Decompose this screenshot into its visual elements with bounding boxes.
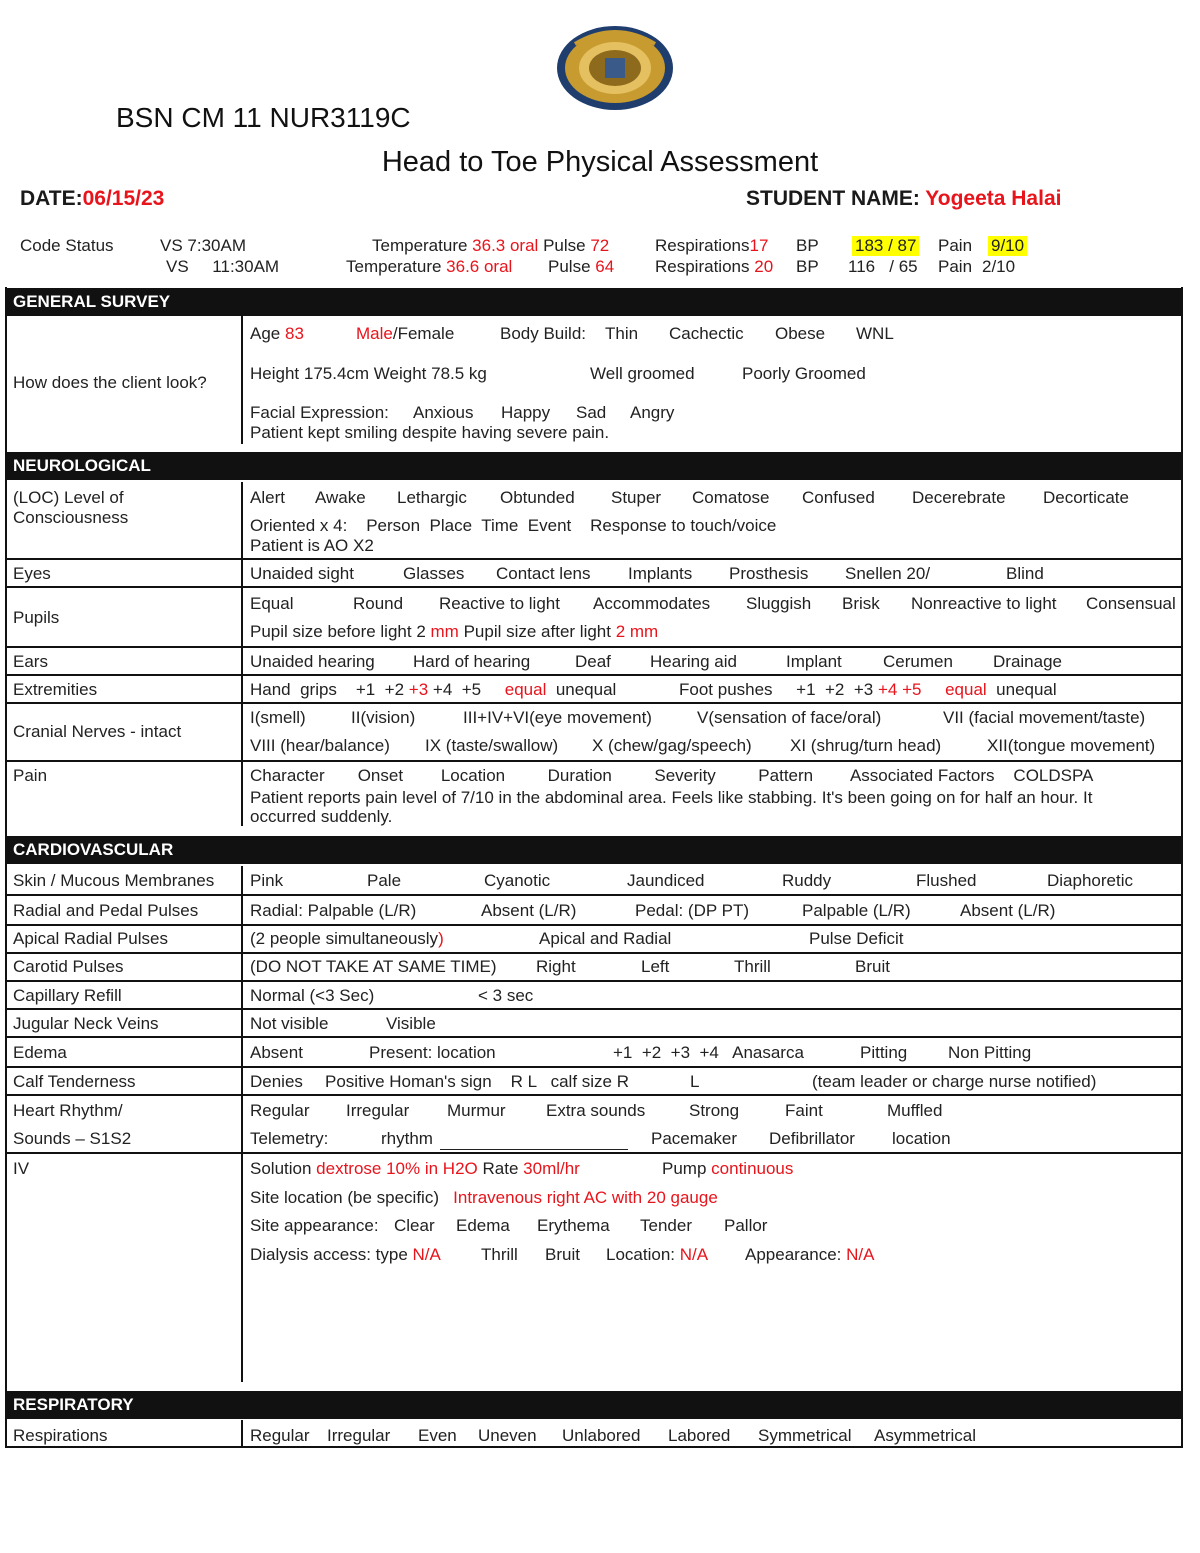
- vitals-row-1-temp: Temperature 36.3 oral Pulse 72: [372, 236, 610, 255]
- stuper-option: Stuper: [611, 488, 662, 507]
- vitals-row-2-bp: 116 / 65: [848, 257, 918, 276]
- respirations-label: Respirations: [13, 1426, 108, 1445]
- oriented-line: Oriented x 4: Person Place Time Event Response to touch/voice: [250, 516, 777, 535]
- edema-appearance-option: Edema: [456, 1216, 510, 1235]
- vitals-row-2-temp: Temperature 36.6 oral: [346, 257, 513, 276]
- body-build-label: Body Build:: [500, 324, 586, 343]
- flushed-option: Flushed: [916, 871, 977, 890]
- cn-5: V(sensation of face/oral): [697, 708, 882, 727]
- accommodates-option: Accommodates: [593, 594, 711, 613]
- vitals-row-2-pulse: Pulse 64: [548, 257, 615, 276]
- poorly-groomed-option: Poorly Groomed: [742, 364, 866, 383]
- carotid-note: (DO NOT TAKE AT SAME TIME): [250, 957, 497, 976]
- anxious-option: Anxious: [413, 403, 474, 422]
- faint-option: Faint: [785, 1101, 823, 1120]
- decerebrate-option: Decerebrate: [912, 488, 1006, 507]
- regular-option: Regular: [250, 1101, 310, 1120]
- loc-label: (LOC) Level of Consciousness: [13, 488, 129, 527]
- edema-absent-option: Absent: [250, 1043, 303, 1062]
- iv-label: IV: [13, 1159, 30, 1178]
- cn-3: III+IV+VI(eye movement): [463, 708, 652, 727]
- wnl-option: WNL: [856, 324, 894, 343]
- unaided-hearing-option: Unaided hearing: [250, 652, 375, 671]
- skin-label: Skin / Mucous Membranes: [13, 871, 215, 890]
- reactive-option: Reactive to light: [439, 594, 560, 613]
- row-divider: [5, 760, 1183, 762]
- clear-option: Clear: [394, 1216, 435, 1235]
- row-divider: [5, 702, 1183, 704]
- cachectic-option: Cachectic: [669, 324, 744, 343]
- col-divider: [241, 316, 243, 444]
- unaided-sight-option: Unaided sight: [250, 564, 354, 583]
- nonreactive-option: Nonreactive to light: [911, 594, 1057, 613]
- general-label: How does the client look?: [13, 373, 207, 392]
- bruit-option: Bruit: [855, 957, 890, 976]
- resp-symmetrical-option: Symmetrical: [758, 1426, 852, 1445]
- drainage-option: Drainage: [993, 652, 1062, 671]
- age-line: Age 83: [250, 324, 304, 343]
- pain-label: Pain: [13, 766, 48, 785]
- vitals-row-2-pain-label: Pain: [938, 257, 973, 276]
- iv-site: Site location (be specific) Intravenous right AC with 20 gauge: [250, 1188, 718, 1207]
- row-divider: [5, 558, 1183, 560]
- brisk-option: Brisk: [842, 594, 880, 613]
- vitals-row-2-resp: Respirations 20: [655, 257, 774, 276]
- loc-note: Patient is AO X2: [250, 536, 374, 555]
- row-divider: [5, 674, 1183, 676]
- col-divider: [241, 1420, 243, 1446]
- pain-note-1: Patient reports pain level of 7/10 in the abdominal area. Feels like stabbing. It's been going on for half an hour. It: [250, 788, 1093, 807]
- round-option: Round: [353, 594, 404, 613]
- vitals-row-1-bp-label: BP: [796, 236, 819, 255]
- date-value: 06/15/23: [82, 187, 165, 210]
- row-divider: [5, 894, 1183, 896]
- cranial-nerves-label: Cranial Nerves - intact: [13, 722, 182, 741]
- happy-option: Happy: [501, 403, 551, 422]
- apical-and-radial-option: Apical and Radial: [539, 929, 672, 948]
- strong-option: Strong: [689, 1101, 740, 1120]
- pulse-deficit-option: Pulse Deficit: [809, 929, 904, 948]
- cn-1: I(smell): [250, 708, 306, 727]
- cn-10: X (chew/gag/speech): [592, 736, 752, 755]
- tender-option: Tender: [640, 1216, 692, 1235]
- col-divider: [241, 866, 243, 1382]
- row-divider: [5, 924, 1183, 926]
- vitals-row-1-pain: 9/10: [988, 236, 1027, 256]
- vitals-row-1-resp: Respirations17: [655, 236, 769, 255]
- pacemaker-option: Pacemaker: [651, 1129, 737, 1148]
- muffled-option: Muffled: [887, 1101, 943, 1120]
- resp-labored-option: Labored: [668, 1426, 731, 1445]
- equal-option: Equal: [250, 594, 294, 613]
- row-divider: [5, 586, 1183, 588]
- section-cardiovascular: CARDIOVASCULAR: [5, 836, 1183, 864]
- well-groomed-option: Well groomed: [590, 364, 695, 383]
- deaf-option: Deaf: [575, 652, 611, 671]
- vitals-row-2-pain: 2/10: [982, 257, 1016, 276]
- dialysis-access: Dialysis access: type N/A: [250, 1245, 441, 1264]
- cn-7: VII (facial movement/taste): [943, 708, 1146, 727]
- vitals-row-1-bp: 183 / 87: [852, 236, 919, 256]
- vs-time-1: VS 7:30AM: [160, 236, 246, 255]
- row-divider: [5, 1066, 1183, 1068]
- dialysis-thrill: Thrill: [481, 1245, 518, 1264]
- left-option: Left: [641, 957, 670, 976]
- section-general-survey: GENERAL SURVEY: [5, 288, 1183, 316]
- apical-radial-label: Apical Radial Pulses: [13, 929, 168, 948]
- row-divider: [5, 1008, 1183, 1010]
- iv-solution: Solution dextrose 10% in H2O Rate 30ml/hr: [250, 1159, 580, 1178]
- course-code: BSN CM 11 NUR3119C: [116, 102, 411, 133]
- contact-lens-option: Contact lens: [496, 564, 591, 583]
- location-option: location: [892, 1129, 951, 1148]
- iv-appearance-label: Site appearance:: [250, 1216, 379, 1235]
- cerumen-option: Cerumen: [883, 652, 953, 671]
- prosthesis-option: Prosthesis: [729, 564, 809, 583]
- dialysis-location: Location: N/A: [606, 1245, 709, 1264]
- murmur-option: Murmur: [447, 1101, 506, 1120]
- jaundiced-option: Jaundiced: [627, 871, 705, 890]
- rhythm-blank: [440, 1149, 628, 1150]
- absent-lr-2: Absent (L/R): [960, 901, 1056, 920]
- snellen-option: Snellen 20/: [845, 564, 931, 583]
- palpable-option: Palpable (L/R): [802, 901, 911, 920]
- confused-option: Confused: [802, 488, 875, 507]
- hard-of-hearing-option: Hard of hearing: [413, 652, 531, 671]
- university-seal-icon: [555, 24, 675, 110]
- implants-option: Implants: [628, 564, 693, 583]
- denies-option: Denies: [250, 1072, 303, 1091]
- pain-descriptors: Character Onset Location Duration Severity Pattern Associated Factors COLDSPA: [250, 766, 1094, 785]
- thrill-option: Thrill: [734, 957, 771, 976]
- cap-refill-label: Capillary Refill: [13, 986, 122, 1005]
- absent-lr-1: Absent (L/R): [481, 901, 577, 920]
- blind-option: Blind: [1006, 564, 1044, 583]
- edema-label: Edema: [13, 1043, 67, 1062]
- heart-label-1: Heart Rhythm/: [13, 1101, 123, 1120]
- height-weight: Height 175.4cm Weight 78.5 kg: [250, 364, 487, 383]
- gender: Male/Female: [356, 324, 455, 343]
- not-visible-option: Not visible: [250, 1014, 329, 1033]
- lethargic-option: Lethargic: [397, 488, 467, 507]
- row-divider: [5, 1036, 1183, 1038]
- pedal-option: Pedal: (DP PT): [635, 901, 750, 920]
- resp-regular-option: Regular: [250, 1426, 310, 1445]
- extremities-label: Extremities: [13, 680, 98, 699]
- row-divider: [5, 1094, 1183, 1096]
- cn-8: VIII (hear/balance): [250, 736, 390, 755]
- table-bottom-border: [5, 1446, 1183, 1448]
- decorticate-option: Decorticate: [1043, 488, 1129, 507]
- awake-option: Awake: [315, 488, 366, 507]
- resp-uneven-option: Uneven: [478, 1426, 537, 1445]
- dialysis-bruit: Bruit: [545, 1245, 580, 1264]
- thin-option: Thin: [605, 324, 639, 343]
- row-divider: [5, 952, 1183, 954]
- cn-9: IX (taste/swallow): [425, 736, 559, 755]
- defibrillator-option: Defibrillator: [769, 1129, 855, 1148]
- code-status-label: Code Status: [20, 236, 114, 255]
- general-note: Patient kept smiling despite having severe pain.: [250, 423, 610, 442]
- edema-grades: +1 +2 +3 +4 Anasarca: [613, 1043, 804, 1062]
- radial-option: Radial: Palpable (L/R): [250, 901, 417, 920]
- calf-label: Calf Tenderness: [13, 1072, 136, 1091]
- obtunded-option: Obtunded: [500, 488, 575, 507]
- visible-option: Visible: [386, 1014, 436, 1033]
- vs-time-2: VS 11:30AM: [166, 257, 280, 276]
- carotid-label: Carotid Pulses: [13, 957, 124, 976]
- section-neurological: NEUROLOGICAL: [5, 452, 1183, 480]
- vitals-row-2-bp-label: BP: [796, 257, 819, 276]
- cn-12: XII(tongue movement): [987, 736, 1156, 755]
- heart-label-2: Sounds – S1S2: [13, 1129, 132, 1148]
- pupil-size-line: Pupil size before light 2 mm Pupil size after light 2 mm: [250, 622, 659, 641]
- cyanotic-option: Cyanotic: [484, 871, 551, 890]
- pain-note-2: occurred suddenly.: [250, 807, 393, 826]
- cap-value: < 3 sec: [478, 986, 534, 1005]
- two-people: (2 people simultaneously): [250, 929, 444, 948]
- ears-label: Ears: [13, 652, 48, 671]
- glasses-option: Glasses: [403, 564, 465, 583]
- rhythm-label: rhythm: [381, 1129, 433, 1148]
- section-respiratory: RESPIRATORY: [5, 1391, 1183, 1419]
- row-divider: [5, 980, 1183, 982]
- homan-sign: Positive Homan's sign R L calf size R: [325, 1072, 629, 1091]
- pallor-option: Pallor: [724, 1216, 768, 1235]
- row-divider: [5, 646, 1183, 648]
- diaphoretic-option: Diaphoretic: [1047, 871, 1133, 890]
- radial-pedal-label: Radial and Pedal Pulses: [13, 901, 199, 920]
- team-notified: (team leader or charge nurse notified): [812, 1072, 1097, 1091]
- jvd-label: Jugular Neck Veins: [13, 1014, 159, 1033]
- comatose-option: Comatose: [692, 488, 770, 507]
- alert-option: Alert: [250, 488, 285, 507]
- resp-even-option: Even: [418, 1426, 457, 1445]
- telemetry-label: Telemetry:: [250, 1129, 329, 1148]
- eyes-label: Eyes: [13, 564, 51, 583]
- vitals-row-1-pain-label: Pain: [938, 236, 973, 255]
- hand-grips: Hand grips +1 +2 +3 +4 +5 equal unequal: [250, 680, 617, 699]
- student-value: Yogeeta Halai: [925, 187, 1062, 210]
- erythema-option: Erythema: [537, 1216, 610, 1235]
- ruddy-option: Ruddy: [782, 871, 832, 890]
- extra-sounds-option: Extra sounds: [546, 1101, 646, 1120]
- iv-pump: Pump continuous: [662, 1159, 794, 1178]
- resp-asymmetrical-option: Asymmetrical: [874, 1426, 977, 1445]
- date-field: [20, 187, 164, 211]
- irregular-option: Irregular: [346, 1101, 410, 1120]
- sluggish-option: Sluggish: [746, 594, 812, 613]
- pupils-label: Pupils: [13, 608, 60, 627]
- cn-11: XI (shrug/turn head): [790, 736, 942, 755]
- hearing-aid-option: Hearing aid: [650, 652, 737, 671]
- resp-irregular-option: Irregular: [327, 1426, 391, 1445]
- dialysis-appearance: Appearance: N/A: [745, 1245, 875, 1264]
- pale-option: Pale: [367, 871, 402, 890]
- right-option: Right: [536, 957, 576, 976]
- student-label: STUDENT NAME:: [746, 187, 920, 210]
- page-title: Head to Toe Physical Assessment: [381, 146, 819, 178]
- student-name-field: [746, 187, 1061, 211]
- col-divider: [241, 482, 243, 826]
- resp-unlabored-option: Unlabored: [562, 1426, 641, 1445]
- cap-normal: Normal (<3 Sec): [250, 986, 375, 1005]
- foot-pushes: Foot pushes +1 +2 +3 +4 +5 equal unequal: [679, 680, 1057, 699]
- consensual-option: Consensual: [1086, 594, 1176, 613]
- pitting-option: Pitting: [860, 1043, 908, 1062]
- row-divider: [5, 1152, 1183, 1154]
- non-pitting-option: Non Pitting: [948, 1043, 1032, 1062]
- cn-2: II(vision): [351, 708, 416, 727]
- date-label: DATE:: [20, 187, 83, 210]
- implant-option: Implant: [786, 652, 842, 671]
- edema-present-option: Present: location: [369, 1043, 496, 1062]
- sad-option: Sad: [576, 403, 607, 422]
- obese-option: Obese: [775, 324, 826, 343]
- facial-expression-label: Facial Expression:: [250, 403, 389, 422]
- angry-option: Angry: [630, 403, 675, 422]
- calf-size-l: L: [690, 1072, 700, 1091]
- pink-option: Pink: [250, 871, 284, 890]
